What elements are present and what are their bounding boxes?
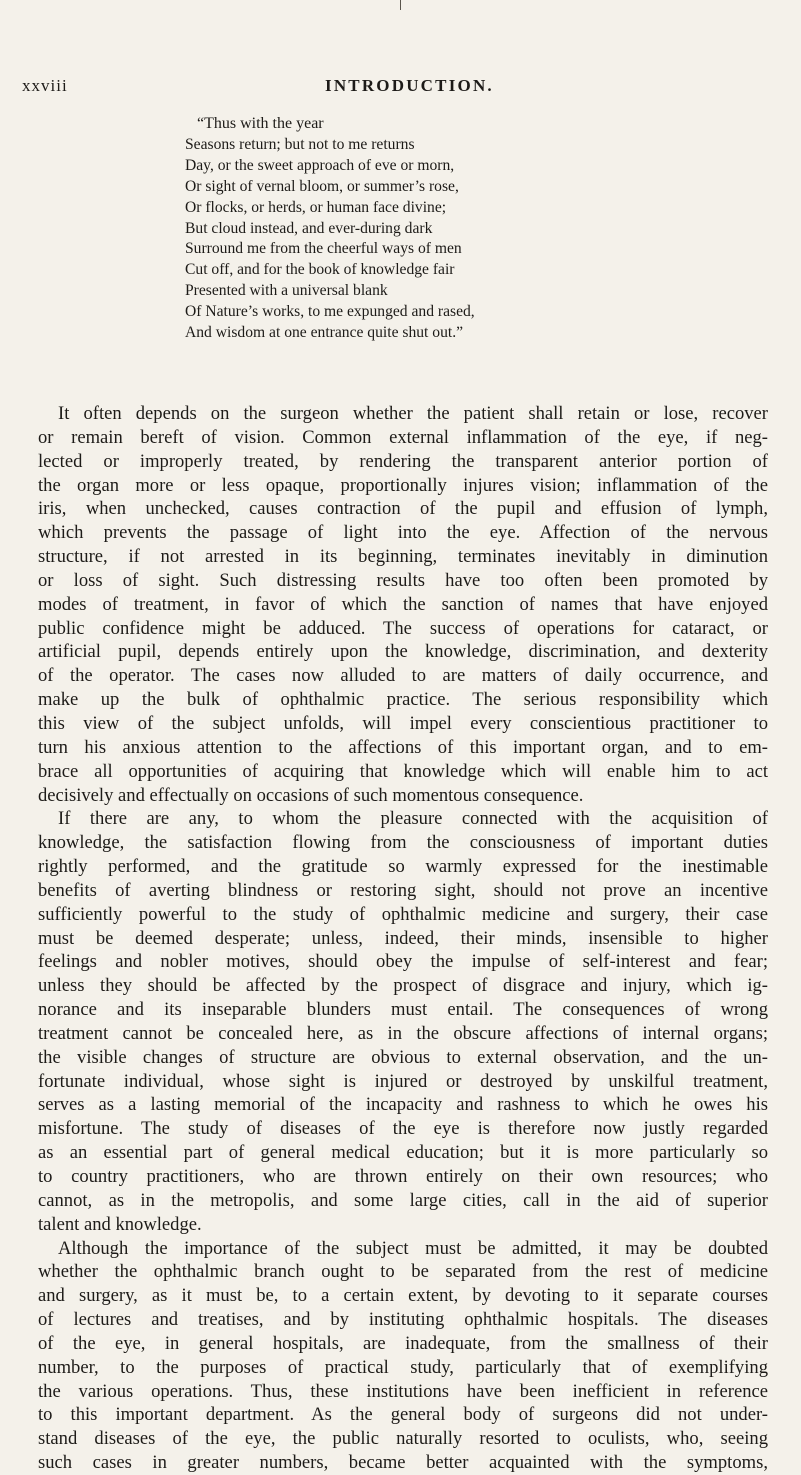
text-line: stand diseases of the eye, the public naturally resorted to oculists, who, seeing [38,1428,768,1450]
paragraph-2 [38,807,768,1236]
text-line: as an essential part of general medical education; but it is more particularly so [38,1142,768,1164]
text-line: unless they should be affected by the prospect of disgrace and injury, which ig- [38,975,768,997]
text-line: must be deemed desperate; unless, indeed, their minds, insensible to higher [38,927,768,949]
text-line: or loss of sight. Such distressing results have too often been promoted by [38,569,768,591]
text-line: treatment cannot be concealed here, as in the obscure affections of internal organs; [38,1022,768,1044]
text-line: serves as a lasting memorial of the incapacity and rashness to which he owes his [38,1094,768,1116]
text-line: cannot, as in the metropolis, and some large cities, call in the aid of superior [38,1189,768,1211]
text-line: make up the bulk of ophthalmic practice. The serious responsibility which [38,689,768,711]
text-line: the various operations. Thus, these institutions have been inefficient in reference [38,1380,768,1402]
text-line: benefits of averting blindness or restoring sight, should not prove an incentive [38,879,768,901]
text-line: sufficiently powerful to the study of ophthalmic medicine and surgery, their case [38,903,768,925]
poem-line: Cut off, and for the book of knowledge fair [185,261,455,279]
text-line: of the operator. The cases now alluded to are matters of daily occurrence, and [38,665,768,687]
text-line: artificial pupil, depends entirely upon the knowledge, discrimination, and dexterity [38,641,768,663]
text-line: this view of the subject unfolds, will impel every conscientious practitioner to [38,712,768,734]
poem-line: Seasons return; but not to me returns [185,135,415,153]
text-line: public confidence might be adduced. The success of operations for cataract, or [38,617,768,639]
poem-line: Presented with a universal blank [185,282,388,300]
running-title: INTRODUCTION. [325,76,494,95]
text-line: such cases in greater numbers, became better acquainted with the symptoms, [38,1452,768,1474]
text-line: and surgery, as it must be, to a certain extent, by devoting to it separate courses [38,1285,768,1307]
page-header [22,76,782,100]
text-line: fortunate individual, whose sight is injured or destroyed by unskilful treatment, [38,1070,768,1092]
text-line: the visible changes of structure are obvious to external observation, and the un- [38,1046,768,1068]
text-line: of the eye, in general hospitals, are inadequate, from the smallness of their [38,1332,768,1354]
text-line: to country practitioners, who are thrown entirely on their own resources; who [38,1166,768,1187]
poem-line: Surround me from the cheerful ways of men [185,240,462,258]
poem-line: And wisdom at one entrance quite shut out.” [185,324,464,342]
text-line: whether the ophthalmic branch ought to be separated from the rest of medicine [38,1261,768,1283]
paragraph-3 [38,1237,768,1475]
body-text [38,402,768,1475]
poem-line: Or sight of vernal bloom, or summer’s rose, [185,177,459,195]
poem-epigraph [185,114,745,344]
text-line: number, to the purposes of practical study, particularly that of exemplifying [38,1356,768,1378]
text-line: of lectures and treatises, and by instituting ophthalmic hospitals. The diseases [38,1309,768,1331]
text-line: If there are any, to whom the pleasure connected with the acquisition of [58,808,768,830]
text-line: the organ more or less opaque, proportionally injures vision; inflammation of the [38,474,768,496]
text-line: brace all opportunities of acquiring that knowledge which will enable him to act [38,760,768,782]
poem-line: “Thus with the year [197,115,324,132]
poem-line: But cloud instead, and ever-during dark [185,219,433,237]
paragraph-1 [38,402,768,807]
text-line: iris, when unchecked, causes contraction of the pupil and effusion of lymph, [38,498,768,520]
text-line: feelings and nobler motives, should obey the impulse of self-interest and fear; [38,951,768,973]
poem-line: Day, or the sweet approach of eve or morn, [185,156,455,174]
text-line: norance and its inseparable blunders must entail. The consequences of wrong [38,999,768,1021]
text-line: structure, if not arrested in its beginning, terminates inevitably in diminution [38,546,768,568]
text-line: misfortune. The study of diseases of the eye is therefore now justly regarded [38,1118,768,1140]
text-line: or remain bereft of vision. Common external inflammation of the eye, if neg- [38,426,768,448]
text-line: rightly performed, and the gratitude so warmly expressed for the inestimable [38,856,768,878]
text-line: talent and knowledge. [38,1213,202,1235]
text-line: Although the importance of the subject must be admitted, it may be doubted [58,1237,768,1259]
text-line: modes of treatment, in favor of which the sanction of names that have enjoyed [38,593,768,615]
text-line: which prevents the passage of light into the eye. Affection of the nervous [38,522,768,544]
text-line: knowledge, the satisfaction flowing from the consciousness of important duties [38,832,768,854]
poem-line: Or flocks, or herds, or human face divine; [185,198,447,216]
page-edge-mark [400,0,401,10]
text-line: to this important department. As the general body of surgeons did not under- [38,1404,768,1426]
text-line: It often depends on the surgeon whether the patient shall retain or lose, recover [58,403,768,424]
text-line: decisively and effectually on occasions of such momentous consequence. [38,784,584,806]
text-line: turn his anxious attention to the affections of this important organ, and to em- [38,736,768,758]
text-line: lected or improperly treated, by rendering the transparent anterior portion of [38,450,768,472]
poem-line: Of Nature’s works, to me expunged and rased, [185,303,475,321]
page-number: xxviii [22,76,68,95]
